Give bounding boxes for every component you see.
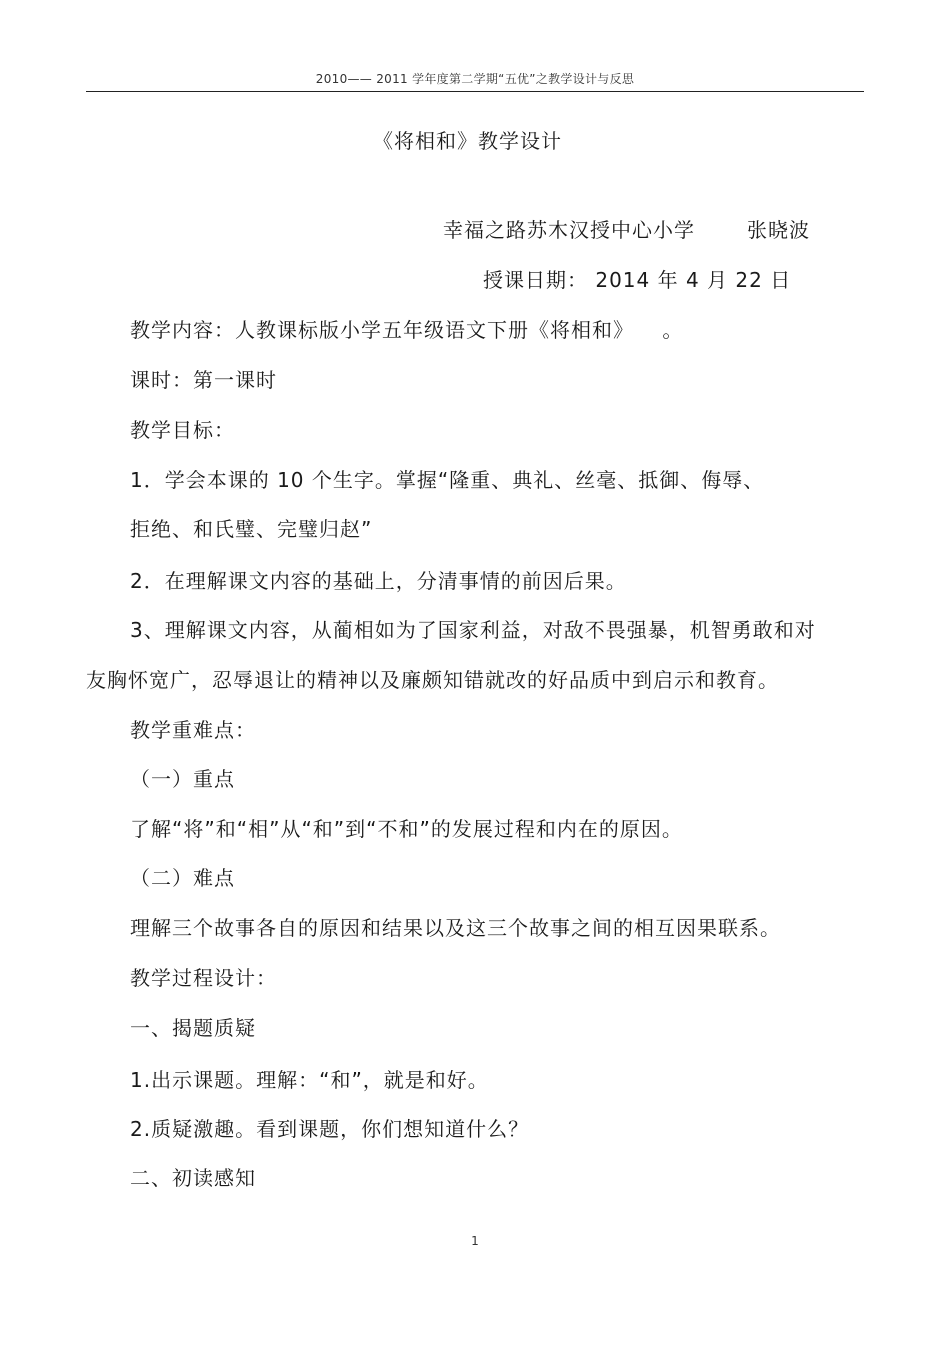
page-number: 1 <box>471 1234 479 1248</box>
paragraph-line: 1.出示课题。理解：“和”，就是和好。 <box>130 1068 489 1092</box>
paragraph-line: 理解三个故事各自的原因和结果以及这三个故事之间的相互因果联系。 <box>130 916 781 940</box>
section-heading: 教学目标： <box>130 418 235 442</box>
subsection-heading: 二、初读感知 <box>130 1166 256 1190</box>
section-heading: 教学过程设计： <box>130 966 277 990</box>
running-header: 2010—— 2011 学年度第二学期“五优”之教学设计与反思 <box>315 72 635 86</box>
paragraph-line: 课时：第一课时 <box>130 368 277 392</box>
paragraph-line: 3、理解课文内容，从蔺相如为了国家利益，对敌不畏强暴，机智勇敢和对 <box>130 618 816 642</box>
paragraph-line: 友胸怀宽广，忍辱退让的精神以及廉颇知错就改的好品质中到启示和教育。 <box>86 668 779 692</box>
paragraph-line: 了解“将”和“相”从“和”到“不和”的发展过程和内在的原因。 <box>130 817 683 841</box>
section-heading: 教学重难点： <box>130 718 256 742</box>
paragraph-line: 1．学会本课的 10 个生字。掌握“隆重、典礼、丝毫、抵御、侮辱、 <box>130 468 765 492</box>
subsection-heading: （二）难点 <box>130 866 235 890</box>
paragraph-line: 教学内容：人教课标版小学五年级语文下册《将相和》 。 <box>130 318 684 342</box>
paragraph-line: 拒绝、和氏璧、完璧归赵” <box>130 517 373 541</box>
document-title: 《将相和》教学设计 <box>373 129 562 153</box>
paragraph-line: 2．在理解课文内容的基础上，分清事情的前因后果。 <box>130 569 627 593</box>
subsection-heading: （一）重点 <box>130 767 235 791</box>
paragraph-line: 2.质疑激趣。看到课题，你们想知道什么？ <box>130 1117 530 1141</box>
school-name: 幸福之路苏木汉授中心小学 <box>443 218 695 242</box>
author-line <box>443 214 810 243</box>
lesson-date: 授课日期： 2014 年 4 月 22 日 <box>483 268 792 292</box>
author-name: 张晓波 <box>747 218 810 242</box>
subsection-heading: 一、揭题质疑 <box>130 1016 256 1040</box>
header-divider <box>86 91 864 92</box>
